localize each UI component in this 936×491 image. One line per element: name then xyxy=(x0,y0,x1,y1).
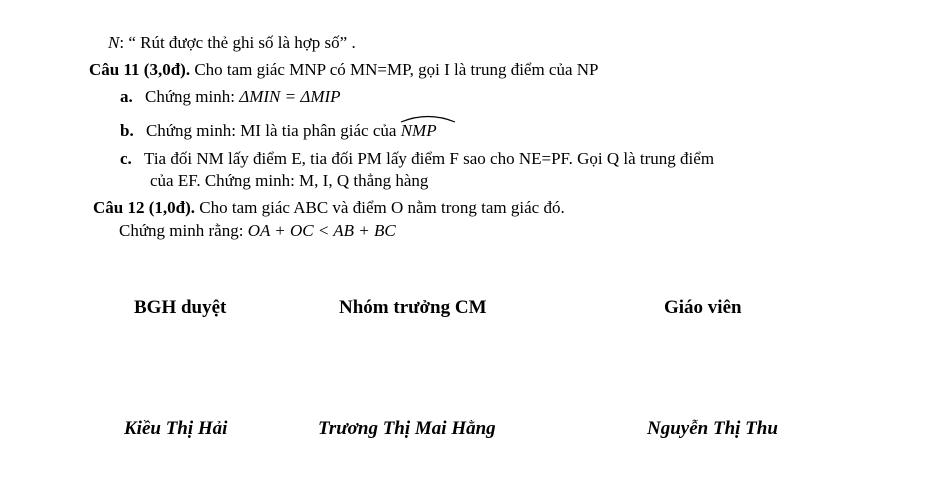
angle-arc-icon xyxy=(399,111,457,123)
question-12-proof xyxy=(119,222,396,239)
part-a-math: ΔMIN = ΔMIP xyxy=(239,87,341,106)
question-12-proof-text: Chứng minh rằng: xyxy=(119,221,248,240)
angle-nmp-label: NMP xyxy=(400,121,437,140)
question-11-heading xyxy=(89,61,599,78)
question-12-text: Cho tam giác ABC và điểm O nằm trong tam giác đó. xyxy=(195,198,565,217)
signature-head-bgh: BGH duyệt xyxy=(134,297,227,318)
signature-name-bgh: Kiều Thị Hải xyxy=(124,418,228,439)
angle-nmp xyxy=(401,122,437,139)
part-b-label: b. xyxy=(120,121,134,140)
part-b-text: Chứng minh: MI là tia phân giác của xyxy=(145,121,401,140)
question-11-part-a xyxy=(120,88,341,105)
question-11-label: Câu 11 (3,0đ). xyxy=(89,60,191,79)
question-12-proof-math: OA + OC < AB + BC xyxy=(247,221,396,240)
question-11-text: Cho tam giác MNP có MN=MP, gọi I là trung điểm của NP xyxy=(190,60,599,79)
event-n-line xyxy=(108,34,356,51)
question-12-label: Câu 12 (1,0đ). xyxy=(93,198,196,217)
part-c-line-1-text: Tia đối NM lấy điểm E, tia đối PM lấy điểm F sao cho NE=PF. Gọi Q là trung điểm xyxy=(144,149,715,168)
part-a-text: Chứng minh: xyxy=(145,87,240,106)
part-c-label: c. xyxy=(120,149,132,168)
signature-head-nhom-truong: Nhóm trưởng CM xyxy=(339,297,487,318)
event-symbol: N xyxy=(108,33,120,52)
event-text: : “ Rút được thẻ ghi số là hợp số” . xyxy=(119,33,356,52)
signature-name-nhom-truong: Trương Thị Mai Hằng xyxy=(318,418,496,439)
question-11-part-c-line-1 xyxy=(120,150,714,167)
question-12-heading xyxy=(93,199,565,216)
part-a-label: a. xyxy=(120,87,133,106)
question-11-part-c-line-2 xyxy=(150,172,428,189)
signature-head-giao-vien: Giáo viên xyxy=(664,297,742,318)
signature-name-giao-vien: Nguyễn Thị Thu xyxy=(647,418,778,439)
part-c-line-2-text: của EF. Chứng minh: M, I, Q thẳng hàng xyxy=(150,171,429,190)
question-11-part-b xyxy=(120,122,437,139)
